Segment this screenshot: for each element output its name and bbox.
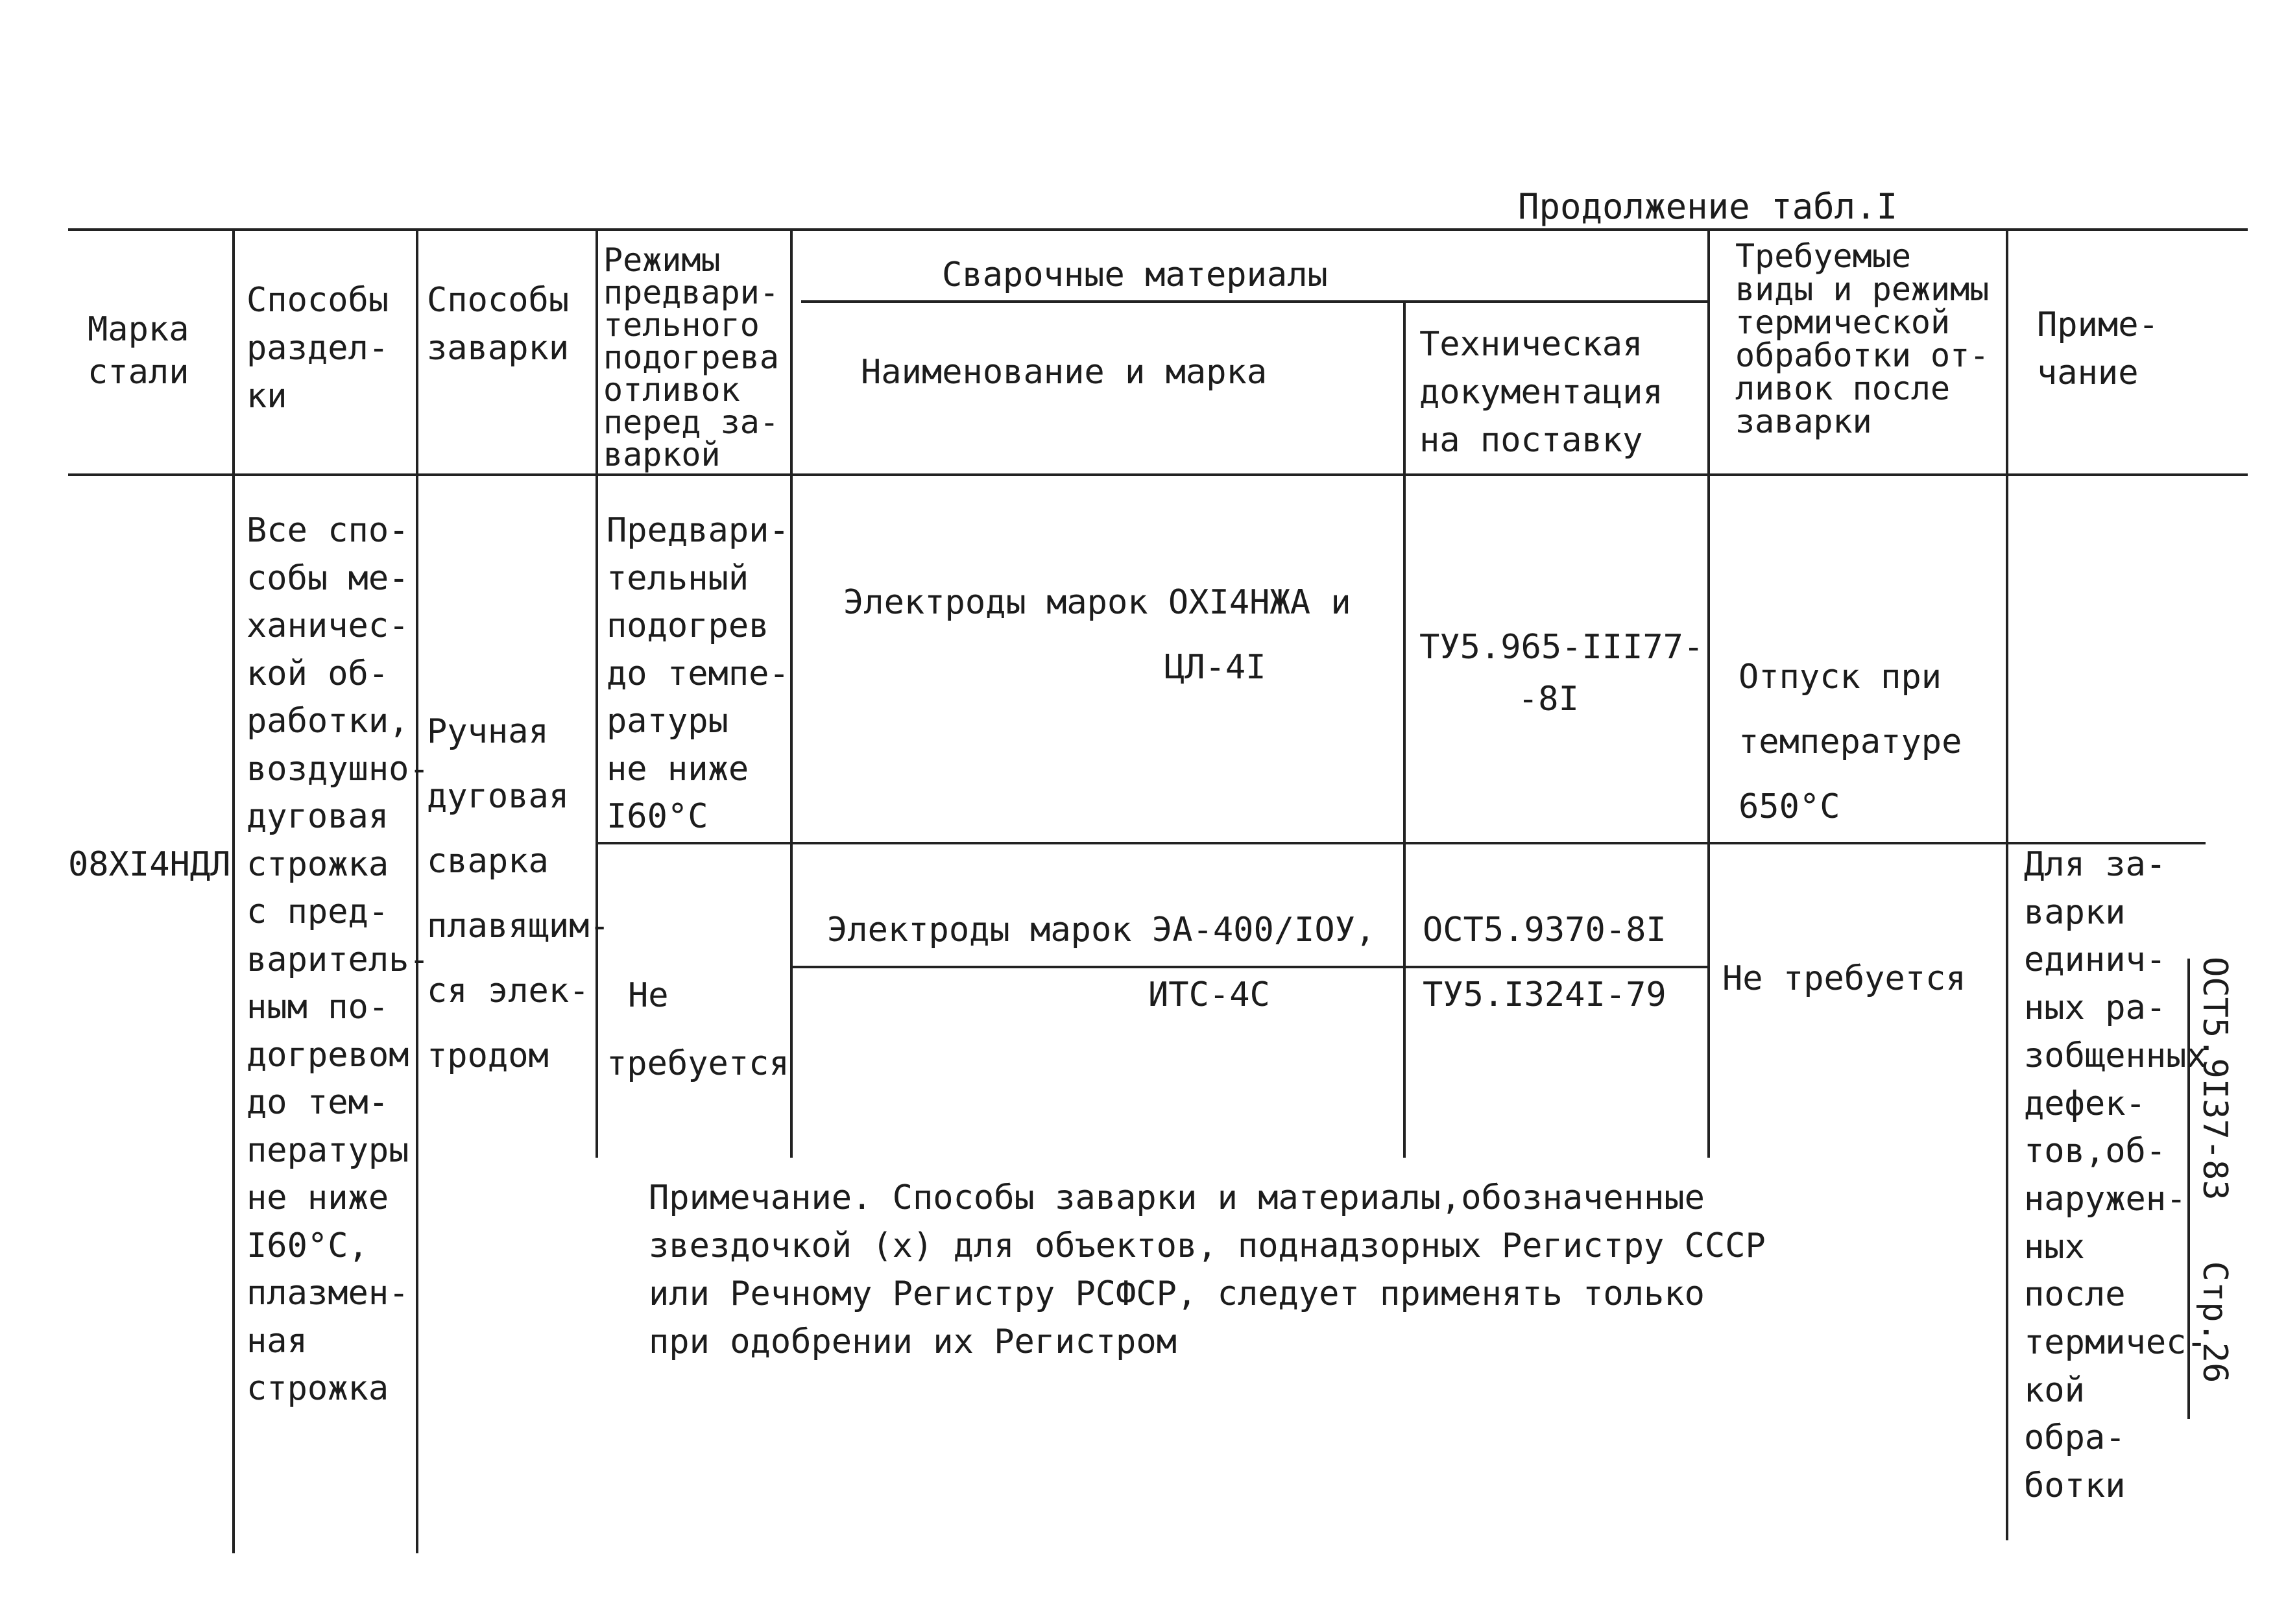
steel-grade-value: 08XI4НДЛ bbox=[68, 845, 231, 884]
heat-treatment-1: Отпуск при температуре 650°С bbox=[1739, 658, 1962, 826]
doc-2b: ТУ5.I324I-79 bbox=[1423, 975, 1666, 1014]
cutting-methods-text: Все спо- собы ме- ханичес- кой об- работки, воздушно- дуговая строжка с пред- варитель- ным по- догревом до тем- пературы не ниже I60°С, плазмен- ная строжка bbox=[247, 511, 429, 1408]
electrode-2-line1: Электроды марок ЭА-400/IOУ, bbox=[827, 911, 1376, 949]
doc-1-line2: -8I bbox=[1518, 680, 1579, 719]
header-name-and-grade: Наименование и марка bbox=[861, 353, 1268, 392]
header-welding-materials: Сварочные материалы bbox=[942, 256, 1328, 294]
heat-treatment-2: Не требуется bbox=[1722, 959, 1966, 998]
col-divider-5 bbox=[1403, 302, 1406, 1158]
doc-1-line1: ТУ5.965-III77- bbox=[1419, 628, 1704, 667]
note-text: Для за- варки единич- ных ра- зобщенных дефек- тов,об- наружен- ных после термичес- кой обра- ботки bbox=[2024, 845, 2207, 1506]
side-stamp: ОСТ5.9I37-83 Стр.26 bbox=[2195, 957, 2234, 1383]
header-bottom-border bbox=[68, 473, 2248, 476]
preheat-not-required-text: Не требуется bbox=[607, 976, 789, 1083]
row-divider-2 bbox=[791, 966, 1709, 968]
col-divider-4 bbox=[790, 230, 793, 1158]
doc-2a: ОСТ5.9370-8I bbox=[1423, 911, 1666, 949]
welding-method-text: Ручная дуговая сварка плавящим- ся элек- тродом bbox=[427, 712, 610, 1075]
header-steel-grade: Марка стали bbox=[88, 310, 189, 392]
header-cutting-methods: Способы раздел- ки bbox=[247, 281, 389, 416]
electrode-1-line2: ЦЛ-4I bbox=[1164, 648, 1266, 687]
electrode-1-line1: Электроды марок ОХI4НЖА и bbox=[843, 583, 1351, 622]
row-divider-1 bbox=[597, 842, 2206, 844]
footnote: Примечание. Способы заварки и материалы,обозначенные звездочкой (х) для объектов, поднадзорных Регистру СССР или Речному Регистру РСФСР, следует применять только при одобрении их Регистром bbox=[649, 1178, 1766, 1361]
table-top-border bbox=[68, 228, 2248, 231]
header-note: Приме- чание bbox=[2037, 305, 2159, 392]
col-divider-7 bbox=[2006, 230, 2008, 1540]
header-tech-docs: Техническая документация на поставку bbox=[1419, 325, 1663, 460]
header-welding-methods: Способы заварки bbox=[427, 281, 570, 368]
electrode-2-line2: ИТС-4С bbox=[1148, 975, 1270, 1014]
header-preheat-modes: Режимы предвари- тельного подогрева отливок перед за- варкой bbox=[603, 241, 779, 473]
preheat-required-text: Предвари- тельный подогрев до темпе- ратуры не ниже I60°С bbox=[607, 511, 789, 836]
continuation-caption: Продолжение табл.I bbox=[1518, 186, 1898, 227]
header-heat-treatment: Требуемые виды и режимы термической обработки от- ливок после заварки bbox=[1735, 237, 1990, 440]
col-divider-1 bbox=[232, 230, 235, 1553]
col-divider-6 bbox=[1707, 230, 1710, 1158]
materials-header-divider bbox=[801, 300, 1709, 303]
